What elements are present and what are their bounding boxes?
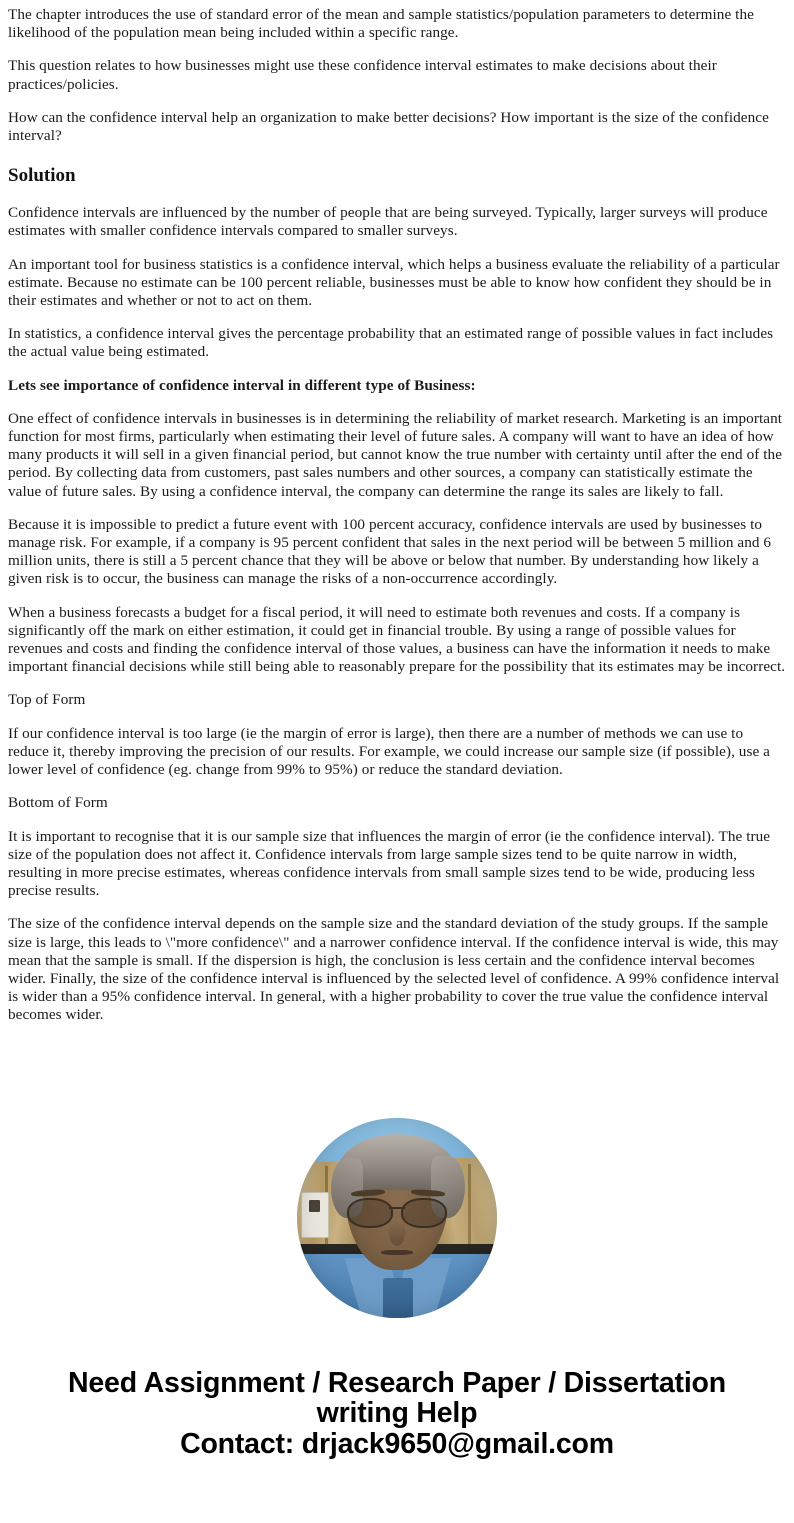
intro-paragraph-1: The chapter introduces the use of standard error of the mean and sample statistics/population parameters to determine the likelihood of the population mean being included within a specific range. — [8, 6, 754, 42]
closing-paragraph-interval-size: The size of the confidence interval depends on the sample size and the standard deviation of the study groups. If the sample size is large, this leads to \"more confidence\" and a narrower confidence interval. If the confidence interval is wide, this may mean that the sample is small. If the dispersion is high, the conclusion is less certain and the confidence interval becomes wider. Finally, the size of the confidence interval is influenced by the selected level of confidence. A 99% confidence interval is wider than a 95% confidence interval. In general, with a higher probability to cover the true value the confidence interval becomes wider. — [8, 915, 780, 1024]
solution-paragraph-1: Confidence intervals are influenced by the number of people that are being surveyed. Typically, larger surveys will produce estimates with smaller confidence intervals compared to smaller surveys. — [8, 204, 768, 240]
body-paragraph-budget-forecast: When a business forecasts a budget for a fiscal period, it will need to estimate both revenues and costs. If a company is significantly off the mark on either estimation, it could get in financial trouble. By using a range of possible values for revenues and costs and finding the confidence interval of those values, a business can have the information it needs to make important financial decisions while still being able to reasonably prepare for the possibility that its estimates may be incorrect. — [8, 603, 786, 676]
solution-paragraph-3: In statistics, a confidence interval gives the percentage probability that an estimated range of possible values in fact includes the actual value being estimated. — [8, 325, 774, 361]
avatar — [297, 1118, 497, 1318]
footer-headline-line-1: Need Assignment / Research Paper / Dissertation — [68, 1366, 726, 1399]
contact-footer — [8, 1368, 786, 1460]
solution-heading: Solution — [8, 165, 76, 187]
intro-paragraph-3: How can the confidence interval help an organization to make better decisions? How important is the size of the confidence interval? — [8, 108, 769, 145]
photo-vignette — [297, 1118, 497, 1318]
avatar-spacer — [8, 1040, 786, 1118]
body-paragraph-risk-management: Because it is impossible to predict a future event with 100 percent accuracy, confidence intervals are used by businesses to manage risk. For example, if a company is 95 percent confident that sales in the next period will be between 5 million and 6 million units, there is still a 5 percent chance that they will be above or below that number. By understanding how likely a given risk is to occur, the business can manage the risks of a non-occurrence accordingly. — [8, 515, 772, 588]
intro-paragraph-2: This question relates to how businesses might use these confidence interval estimates to make decisions about their practices/policies. — [8, 57, 717, 93]
footer-headline-line-2: writing Help — [316, 1397, 478, 1430]
form-paragraph-reduce-interval: If our confidence interval is too large (ie the margin of error is large), then there are a number of methods we can use to reduce it, thereby improving the precision of our results. For example, we could increase our sample size (if possible), use a lower level of confidence (eg. change from 99% to 95%) or reduce the standard deviation. — [8, 724, 770, 779]
business-importance-subheading: Lets see importance of confidence interval in different type of Business: — [8, 376, 476, 394]
avatar-container — [8, 1118, 786, 1318]
body-paragraph-market-research: One effect of confidence intervals in businesses is in determining the reliability of market research. Marketing is an important function for most firms, particularly when estimating their level of future sales. A company will want to have an idea of how many products it will sell in a given financial period, but cannot know the true number with certainty until after the end of the period. By collecting data from customers, past sales numbers and other sources, a company can statistically estimate the value of future sales. By using a confidence interval, the company can determine the range its sales are likely to fall. — [8, 409, 783, 500]
bottom-of-form-label: Bottom of Form — [8, 794, 108, 812]
top-of-form-label: Top of Form — [8, 691, 86, 709]
solution-paragraph-2: An important tool for business statistics is a confidence interval, which helps a business evaluate the reliability of a particular estimate. Because no estimate can be 100 percent reliable, businesses must be able to know how confident they should be in their estimates and whether or not to act on them. — [8, 255, 780, 310]
closing-paragraph-sample-size: It is important to recognise that it is our sample size that influences the margin of error (ie the confidence interval). The true size of the population does not affect it. Confidence intervals from large sample sizes tend to be quite narrow in width, resulting in more precise estimates, whereas confidence intervals from small sample sizes tend to be wide, producing less precise results. — [8, 827, 771, 900]
footer-contact-line[interactable]: Contact: drjack9650@gmail.com — [180, 1427, 614, 1460]
